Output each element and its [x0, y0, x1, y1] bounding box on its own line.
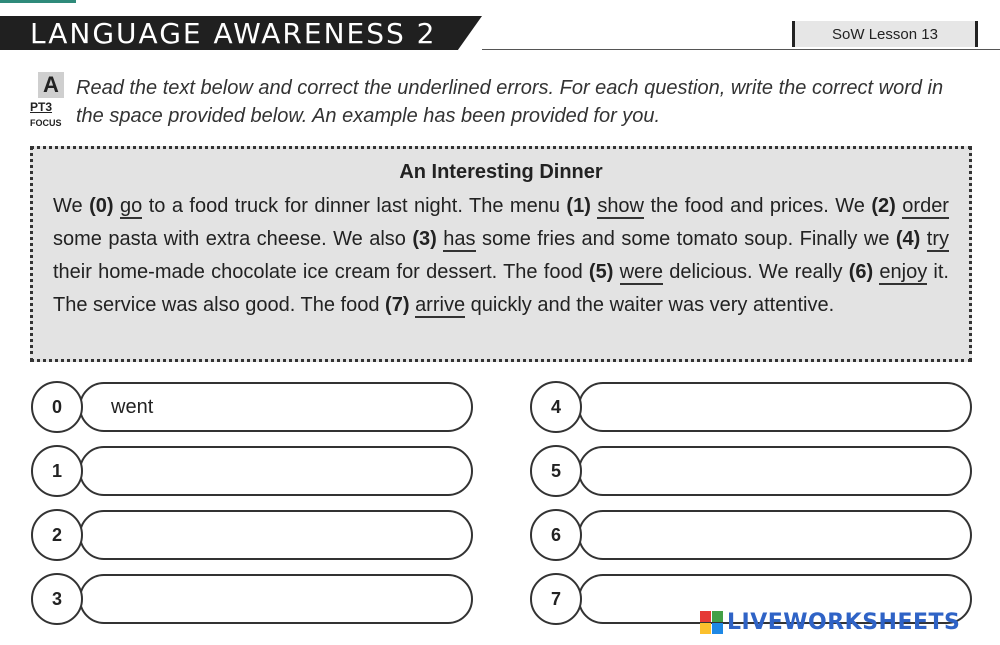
question-number: (1)	[566, 195, 591, 217]
logo-square	[712, 623, 723, 634]
answer-field[interactable]	[578, 510, 972, 560]
answer-field[interactable]	[578, 446, 972, 496]
question-number: (0)	[89, 195, 114, 217]
logo-square	[712, 611, 723, 622]
logo-square	[700, 623, 711, 634]
question-number: (3)	[412, 228, 437, 250]
lesson-tag: SoW Lesson 13	[792, 21, 978, 47]
focus-label: FOCUS	[30, 118, 62, 128]
answer-number: 1	[31, 445, 83, 497]
underlined-error: try	[926, 228, 950, 250]
underlined-error: has	[443, 228, 476, 250]
underlined-error: order	[902, 195, 949, 217]
answer-number: 5	[530, 445, 582, 497]
underlined-error: go	[120, 195, 143, 217]
question-number: (5)	[588, 261, 614, 283]
answer-field[interactable]	[578, 382, 972, 432]
watermark-text: LIVEWORKSHEETS	[727, 610, 961, 635]
underlined-error: were	[619, 261, 663, 283]
passage-box	[30, 146, 972, 362]
question-number: (4)	[895, 228, 921, 250]
answer-number: 6	[530, 509, 582, 561]
answer-field[interactable]	[79, 510, 473, 560]
answer-number: 0	[31, 381, 83, 433]
page-title: LANGUAGE AWARENESS 2	[30, 17, 437, 50]
liveworksheets-watermark	[700, 610, 960, 635]
instruction-text: Read the text below and correct the underlined errors. For each question, write the correct word in the space provided below. An example has been provided for you.	[76, 77, 944, 127]
question-number: (2)	[871, 195, 896, 217]
underlined-error: enjoy	[879, 261, 928, 283]
answer-number: 4	[530, 381, 582, 433]
question-number: (7)	[385, 294, 410, 316]
underlined-error: show	[597, 195, 645, 217]
answer-field[interactable]	[79, 446, 473, 496]
section-letter: A	[38, 72, 64, 98]
top-accent-line	[0, 0, 76, 3]
logo-square	[700, 611, 711, 622]
question-number: (6)	[848, 261, 874, 283]
passage-text: We (0) go to a food truck for dinner last night. The menu (1) show the food and prices. We (2) order some pasta with extra cheese. We also (3) has some fries and some tomato soup. Finally we (4) try their home-made chocolate ice cream for dessert. The food (5) were delicious. We really (6) enjoy it. The service was also good. The food (7) arrive quickly and the waiter was very attentive.	[53, 195, 950, 316]
answer-number: 7	[530, 573, 582, 625]
answer-number: 2	[31, 509, 83, 561]
passage-title: An Interesting Dinner	[399, 161, 603, 183]
underlined-error: arrive	[415, 294, 466, 316]
liveworksheets-logo-icon	[700, 611, 723, 634]
answer-number: 3	[31, 573, 83, 625]
title-rule	[482, 49, 1000, 50]
answer-field[interactable]: went	[79, 382, 473, 432]
pt3-label: PT3	[30, 100, 53, 114]
answer-field[interactable]	[79, 574, 473, 624]
